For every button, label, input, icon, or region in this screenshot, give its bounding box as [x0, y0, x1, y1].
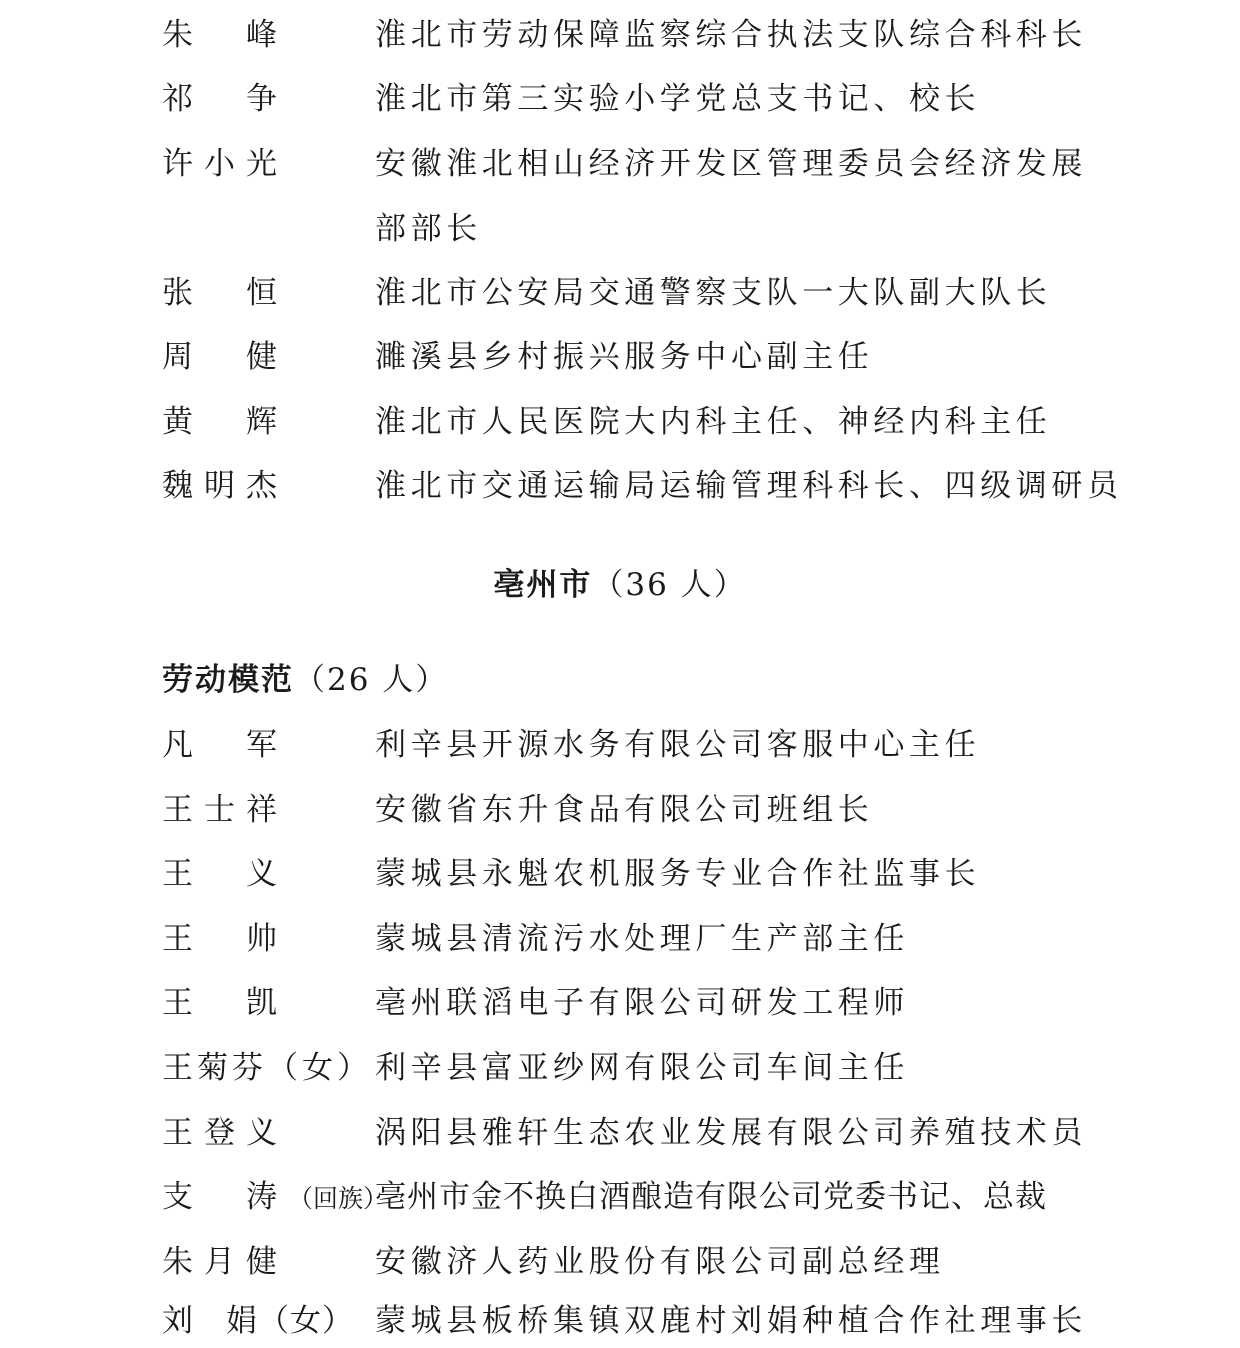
- person-title: 蒙城县永魁农机服务专业合作社监事长: [375, 856, 981, 892]
- list-item: [0, 914, 1240, 964]
- person-note: （回族）: [288, 1184, 389, 1213]
- list-item: [0, 785, 1240, 835]
- person-name: 凡 军: [162, 727, 288, 763]
- list-item: [0, 268, 1240, 318]
- category-heading: [162, 655, 448, 705]
- person-name: 祁 争: [162, 81, 288, 117]
- person-name: 朱 峰: [162, 17, 288, 53]
- person-name: 张 恒: [162, 275, 288, 311]
- person-name: 王菊芬（女）: [162, 1050, 372, 1086]
- list-item: [0, 1237, 1240, 1287]
- list-item: [0, 720, 1240, 770]
- list-item: [0, 978, 1240, 1028]
- person-title: 淮北市第三实验小学党总支书记、校长: [375, 81, 981, 117]
- person-title: 亳州联滔电子有限公司研发工程师: [375, 985, 909, 1021]
- person-name: 王 帅: [162, 921, 288, 957]
- person-name: 许小光: [162, 146, 288, 182]
- list-item: [0, 74, 1240, 124]
- person-title: 安徽淮北相山经济开发区管理委员会经济发展: [375, 146, 1087, 182]
- person-name: 王 义: [162, 856, 288, 892]
- list-item: [0, 397, 1240, 447]
- city-heading: [0, 560, 1240, 610]
- list-item: [0, 1043, 1240, 1093]
- list-item: [0, 332, 1240, 382]
- person-name: 王 凯: [162, 985, 288, 1021]
- category-count: （26 人）: [294, 662, 449, 698]
- person-name: 王登义: [162, 1115, 288, 1151]
- person-name: 刘 娟（女）: [162, 1303, 354, 1339]
- list-item: [0, 1108, 1240, 1158]
- person-name: 支 涛（回族）: [162, 1179, 389, 1215]
- person-title: 淮北市交通运输局运输管理科科长、四级调研员: [375, 468, 1123, 504]
- list-item-continuation: [0, 204, 1240, 254]
- person-name: 朱月健: [162, 1244, 288, 1280]
- person-title: 安徽济人药业股份有限公司副总经理: [375, 1244, 945, 1280]
- person-title: 涡阳县雅轩生态农业发展有限公司养殖技术员: [375, 1115, 1087, 1151]
- person-title: 安徽省东升食品有限公司班组长: [375, 792, 874, 828]
- person-title: 利辛县富亚纱网有限公司车间主任: [375, 1050, 909, 1086]
- category-name: 劳动模范: [162, 662, 294, 698]
- list-item: [0, 1296, 1240, 1346]
- person-title: 淮北市劳动保障监察综合执法支队综合科科长: [375, 17, 1087, 53]
- list-item: [0, 10, 1240, 60]
- list-item: [0, 139, 1240, 189]
- person-title: 淮北市公安局交通警察支队一大队副大队长: [375, 275, 1052, 311]
- list-item: [0, 461, 1240, 511]
- person-title: 淮北市人民医院大内科主任、神经内科主任: [375, 404, 1052, 440]
- person-name: 周 健: [162, 339, 288, 375]
- person-title: 利辛县开源水务有限公司客服中心主任: [375, 727, 981, 763]
- person-name: 魏明杰: [162, 468, 288, 504]
- list-item: [0, 1172, 1240, 1222]
- person-title: 部部长: [375, 211, 482, 247]
- person-title: 蒙城县清流污水处理厂生产部主任: [375, 921, 909, 957]
- city-name: 亳州市: [493, 567, 593, 603]
- person-name: 黄 辉: [162, 404, 288, 440]
- city-count: （36 人）: [592, 567, 747, 603]
- person-name: 王士祥: [162, 792, 288, 828]
- list-item: [0, 849, 1240, 899]
- person-title: 濉溪县乡村振兴服务中心副主任: [375, 339, 874, 375]
- person-title: 蒙城县板桥集镇双鹿村刘娟种植合作社理事长: [375, 1303, 1087, 1339]
- person-title: 亳州市金不换白酒酿造有限公司党委书记、总裁: [375, 1179, 1047, 1215]
